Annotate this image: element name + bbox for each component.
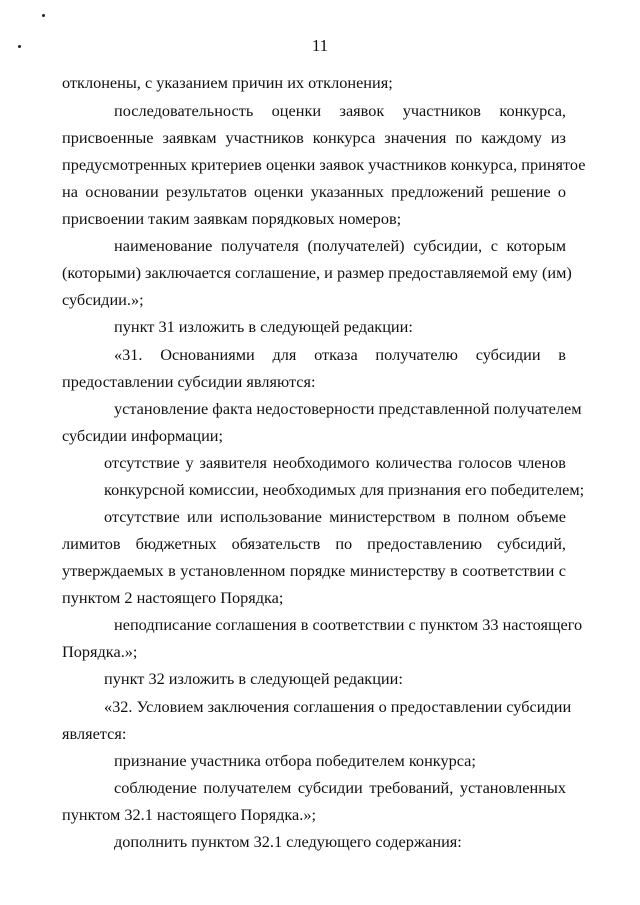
- text-line: «31. Основаниями для отказа получателю субсидии в: [114, 345, 566, 364]
- text-line: пункт 31 изложить в следующей редакции:: [114, 317, 413, 336]
- text-line: «32. Условием заключения соглашения о предоставлении субсидии: [104, 697, 572, 716]
- text-line: на основании результатов оценки указанных предложений решение о: [62, 182, 566, 201]
- text-line: предусмотренных критериев оценки заявок участников конкурса, принятое: [62, 155, 586, 174]
- text-line: отсутствие у заявителя необходимого количества голосов членов: [104, 453, 566, 472]
- text-line: пункт 32 изложить в следующей редакции:: [104, 669, 403, 688]
- text-line: (которыми) заключается соглашение, и размер предоставляемой ему (им): [62, 263, 572, 282]
- text-line: неподписание соглашения в соответствии с пунктом 33 настоящего: [114, 615, 583, 634]
- text-line: Порядка.»;: [62, 642, 138, 661]
- text-line: соблюдение получателем субсидии требований, установленных: [114, 778, 566, 797]
- text-line: конкурсной комиссии, необходимых для признания его победителем;: [104, 480, 585, 499]
- text-line: установление факта недостоверности представленной получателем: [114, 399, 582, 418]
- text-line: является:: [62, 724, 127, 743]
- text-line: присвоении таким заявкам порядковых номеров;: [62, 209, 402, 228]
- text-line: признание участника отбора победителем конкурса;: [114, 751, 476, 770]
- text-line: дополнить пунктом 32.1 следующего содержания:: [114, 832, 462, 851]
- text-line: наименование получателя (получателей) субсидии, с которым: [114, 236, 566, 255]
- text-line: пунктом 2 настоящего Порядка;: [62, 588, 284, 607]
- text-line: пунктом 32.1 настоящего Порядка.»;: [62, 805, 316, 824]
- page-number: 11: [311, 36, 329, 55]
- scan-dot: [42, 14, 45, 17]
- text-line: присвоенные заявкам участников конкурса значения по каждому из: [62, 128, 566, 147]
- text-line: субсидии информации;: [62, 426, 224, 445]
- text-line: утверждаемых в установленном порядке министерству в соответствии с: [62, 561, 566, 580]
- text-line: последовательность оценки заявок участников конкурса,: [114, 101, 566, 120]
- text-line: лимитов бюджетных обязательств по предоставлению субсидий,: [62, 534, 566, 553]
- text-line: субсидии.»;: [62, 290, 144, 309]
- text-line: предоставлении субсидии являются:: [62, 372, 316, 391]
- text-line: отклонены, с указанием причин их отклонения;: [62, 73, 393, 92]
- text-line: отсутствие или использование министерством в полном объеме: [104, 507, 566, 526]
